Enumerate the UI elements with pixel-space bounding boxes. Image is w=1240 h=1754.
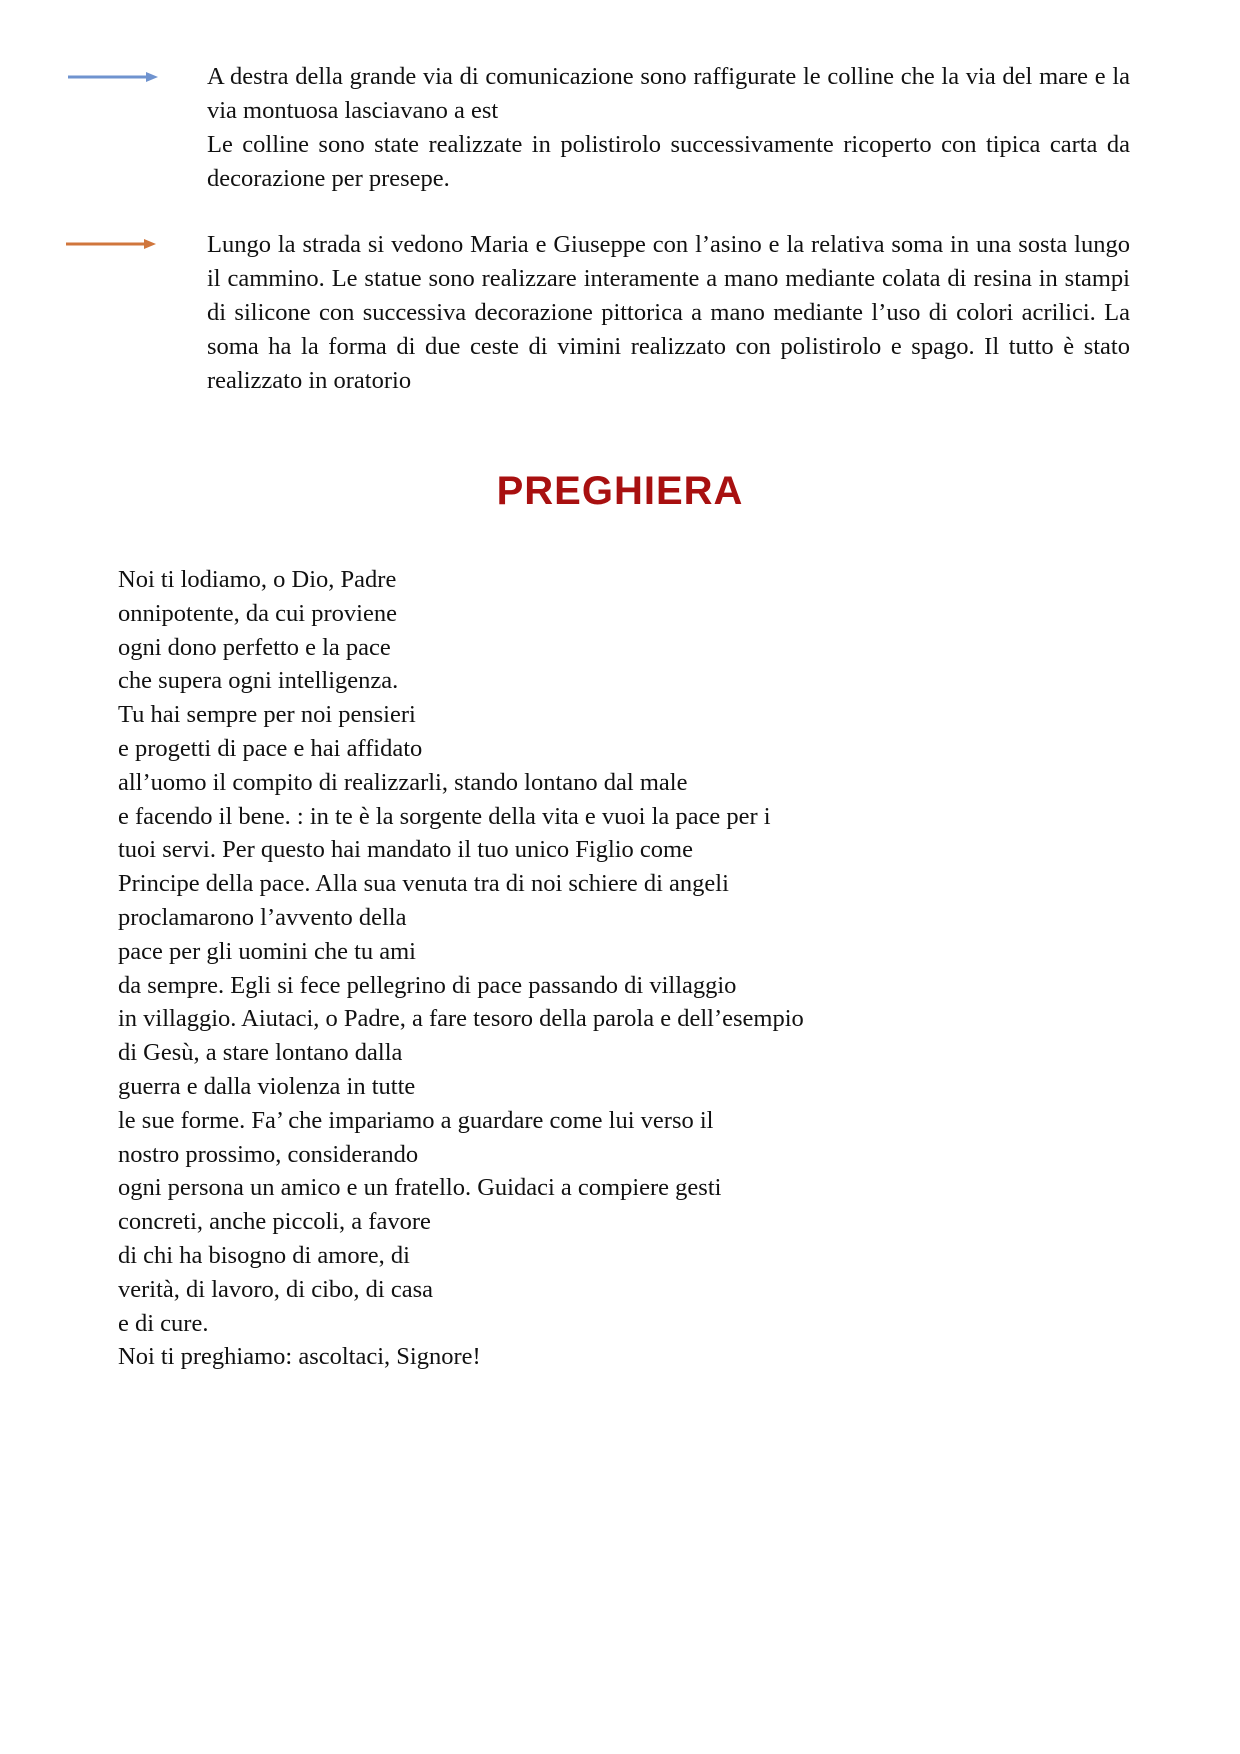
prayer-line: concreti, anche piccoli, a favore	[118, 1208, 431, 1236]
prayer-line: le sue forme. Fa’ che impariamo a guardare come lui verso il	[118, 1106, 714, 1134]
prayer-line: Principe della pace. Alla sua venuta tra di noi schiere di angeli	[118, 870, 729, 898]
prayer-line: da sempre. Egli si fece pellegrino di pace passando di villaggio	[118, 971, 737, 999]
prayer-line: di Gesù, a stare lontano dalla	[118, 1039, 403, 1067]
note-hills-paragraph-2: Le colline sono state realizzate in polistirolo successivamente ricoperto con tipica carta da decorazione per presepe.	[207, 131, 1130, 192]
prayer-line: e di cure.	[118, 1309, 209, 1337]
note-hills-paragraph-1: A destra della grande via di comunicazione sono raffigurate le colline che la via del mare e la via montuosa lasciavano a est	[207, 63, 1130, 124]
prayer-line: e progetti di pace e hai affidato	[118, 734, 423, 762]
prayer-line: tuoi servi. Per questo hai mandato il tuo unico Figlio come	[118, 836, 693, 864]
prayer-line: pace per gli uomini che tu ami	[118, 937, 416, 965]
prayer-line: Noi ti preghiamo: ascoltaci, Signore!	[118, 1343, 481, 1371]
prayer-line: ogni persona un amico e un fratello. Guidaci a compiere gesti	[118, 1174, 722, 1202]
prayer-line: che supera ogni intelligenza.	[118, 667, 399, 695]
prayer-line: proclamarono l’avvento della	[118, 903, 407, 931]
prayer-line: guerra e dalla violenza in tutte	[118, 1072, 416, 1100]
prayer-line: Noi ti lodiamo, o Dio, Padre	[118, 566, 397, 593]
prayer-line: in villaggio. Aiutaci, o Padre, a fare tesoro della parola e dell’esempio	[118, 1005, 804, 1033]
prayer-line: all’uomo il compito di realizzarli, stando lontano dal male	[118, 768, 688, 796]
arrow-right-blue-icon	[68, 70, 158, 84]
prayer-line: ogni dono perfetto e la pace	[118, 633, 391, 661]
prayer-line: di chi ha bisogno di amore, di	[118, 1241, 410, 1269]
note-holy-family-paragraph-1: Lungo la strada si vedono Maria e Giuseppe con l’asino e la relativa soma in una sosta lungo il cammino. Le statue sono realizzare interamente a mano mediante colata di resina in stampi di silicone con successiva decorazione pittorica a mano mediante l’uso di colori acrilici. La soma ha la forma di due ceste di vimini realizzato con polistirolo e spago. Il tutto è stato realizzato in oratorio	[207, 231, 1130, 394]
prayer-line: onnipotente, da cui proviene	[118, 599, 397, 627]
prayer-line: verità, di lavoro, di cibo, di casa	[118, 1275, 433, 1303]
prayer-line: Tu hai sempre per noi pensieri	[118, 701, 416, 729]
prayer-line: e facendo il bene. : in te è la sorgente della vita e vuoi la pace per i	[118, 802, 771, 830]
note-hills-text	[207, 60, 1130, 196]
prayer-line: nostro prossimo, considerando	[118, 1140, 419, 1168]
prayer-heading: PREGHIERA	[496, 469, 744, 513]
prayer-text	[118, 563, 918, 1374]
note-holy-family-text	[207, 228, 1130, 398]
arrow-right-orange-icon	[66, 237, 156, 251]
